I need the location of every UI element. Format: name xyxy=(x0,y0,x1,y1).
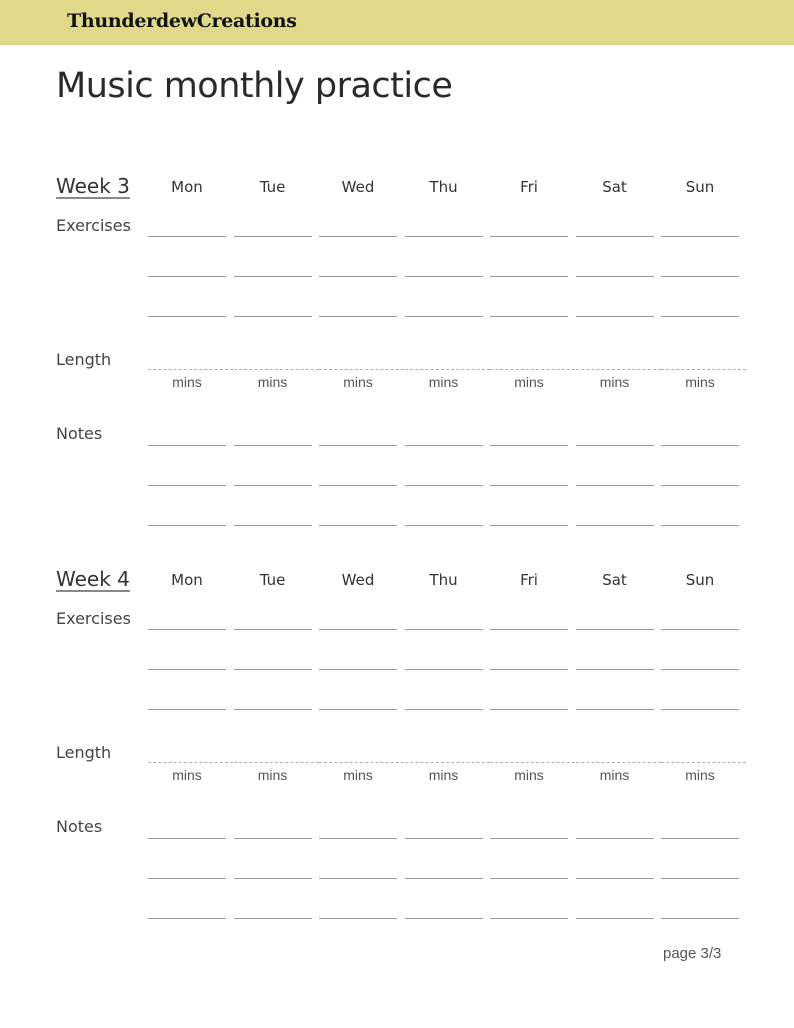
exercise-entry-line[interactable] xyxy=(148,236,226,237)
exercise-entry-line[interactable] xyxy=(405,236,483,237)
exercise-entry-line[interactable] xyxy=(490,276,568,277)
exercises-label: Exercises xyxy=(56,216,131,235)
length-entry-line[interactable] xyxy=(148,369,233,370)
exercise-entry-line[interactable] xyxy=(661,669,739,670)
mins-unit-label: mins xyxy=(514,374,544,390)
mins-unit-label: mins xyxy=(343,767,373,783)
notes-entry-line[interactable] xyxy=(148,525,226,526)
notes-entry-line[interactable] xyxy=(490,445,568,446)
notes-entry-line[interactable] xyxy=(234,918,312,919)
exercise-entry-line[interactable] xyxy=(319,236,397,237)
notes-entry-line[interactable] xyxy=(405,878,483,879)
notes-entry-line[interactable] xyxy=(490,918,568,919)
brand-banner xyxy=(0,0,794,45)
length-entry-line[interactable] xyxy=(661,369,746,370)
length-entry-line[interactable] xyxy=(576,369,661,370)
page-number: page 3/3 xyxy=(663,945,722,962)
exercise-entry-line[interactable] xyxy=(234,709,312,710)
length-label: Length xyxy=(56,743,112,762)
notes-entry-line[interactable] xyxy=(661,525,739,526)
notes-entry-line[interactable] xyxy=(405,838,483,839)
mins-unit-label: mins xyxy=(428,374,459,390)
notes-entry-line[interactable] xyxy=(319,445,397,446)
day-header-mon: Mon xyxy=(171,178,203,196)
notes-entry-line[interactable] xyxy=(490,878,568,879)
mins-unit-label: mins xyxy=(599,374,630,390)
notes-entry-line[interactable] xyxy=(234,445,312,446)
notes-entry-line[interactable] xyxy=(319,918,397,919)
notes-entry-line[interactable] xyxy=(234,485,312,486)
exercise-entry-line[interactable] xyxy=(661,276,739,277)
length-entry-line[interactable] xyxy=(405,369,490,370)
week-section xyxy=(0,174,794,566)
notes-entry-line[interactable] xyxy=(661,485,739,486)
notes-entry-line[interactable] xyxy=(576,525,654,526)
exercise-entry-line[interactable] xyxy=(661,236,739,237)
day-header-sat: Sat xyxy=(602,178,627,196)
day-header-fri: Fri xyxy=(520,178,538,196)
notes-entry-line[interactable] xyxy=(405,918,483,919)
exercise-entry-line[interactable] xyxy=(234,629,312,630)
length-entry-line[interactable] xyxy=(490,369,575,370)
notes-entry-line[interactable] xyxy=(148,878,226,879)
notes-entry-line[interactable] xyxy=(576,838,654,839)
exercises-label: Exercises xyxy=(56,609,131,628)
exercise-entry-line[interactable] xyxy=(405,669,483,670)
mins-unit-label: mins xyxy=(685,767,715,783)
exercise-entry-line[interactable] xyxy=(319,316,397,317)
mins-unit-label: mins xyxy=(257,374,288,390)
mins-unit-label: mins xyxy=(172,767,202,783)
notes-entry-line[interactable] xyxy=(661,838,739,839)
day-header-thu: Thu xyxy=(429,178,458,196)
exercise-entry-line[interactable] xyxy=(148,669,226,670)
notes-entry-line[interactable] xyxy=(490,525,568,526)
day-header-fri: Fri xyxy=(520,571,538,589)
exercise-entry-line[interactable] xyxy=(234,236,312,237)
exercise-entry-line[interactable] xyxy=(148,316,226,317)
mins-unit-label: mins xyxy=(428,767,459,783)
notes-entry-line[interactable] xyxy=(148,485,226,486)
mins-unit-label: mins xyxy=(514,767,544,783)
length-label: Length xyxy=(56,350,112,369)
notes-entry-line[interactable] xyxy=(405,445,483,446)
week-section xyxy=(0,567,794,959)
notes-entry-line[interactable] xyxy=(148,445,226,446)
exercise-entry-line[interactable] xyxy=(576,629,654,630)
length-entry-line[interactable] xyxy=(319,762,404,763)
day-header-sun: Sun xyxy=(685,571,715,589)
notes-entry-line[interactable] xyxy=(576,485,654,486)
exercise-entry-line[interactable] xyxy=(490,316,568,317)
page-title: Music monthly practice xyxy=(56,66,453,106)
notes-entry-line[interactable] xyxy=(234,838,312,839)
day-header-thu: Thu xyxy=(429,571,458,589)
day-header-sun: Sun xyxy=(685,178,715,196)
length-entry-line[interactable] xyxy=(319,369,404,370)
notes-entry-line[interactable] xyxy=(319,878,397,879)
exercise-entry-line[interactable] xyxy=(576,276,654,277)
exercise-entry-line[interactable] xyxy=(405,709,483,710)
length-entry-line[interactable] xyxy=(148,762,233,763)
notes-entry-line[interactable] xyxy=(576,445,654,446)
exercise-entry-line[interactable] xyxy=(319,709,397,710)
day-header-wed: Wed xyxy=(341,571,375,589)
notes-entry-line[interactable] xyxy=(234,525,312,526)
exercise-entry-line[interactable] xyxy=(576,316,654,317)
exercise-entry-line[interactable] xyxy=(234,316,312,317)
day-header-tue: Tue xyxy=(259,571,286,589)
day-header-mon: Mon xyxy=(171,571,203,589)
mins-unit-label: mins xyxy=(257,767,288,783)
notes-entry-line[interactable] xyxy=(661,918,739,919)
notes-entry-line[interactable] xyxy=(405,525,483,526)
exercise-entry-line[interactable] xyxy=(148,629,226,630)
notes-entry-line[interactable] xyxy=(319,525,397,526)
exercise-entry-line[interactable] xyxy=(490,629,568,630)
exercise-entry-line[interactable] xyxy=(319,669,397,670)
length-entry-line[interactable] xyxy=(234,369,319,370)
mins-unit-label: mins xyxy=(172,374,202,390)
notes-entry-line[interactable] xyxy=(576,878,654,879)
exercise-entry-line[interactable] xyxy=(405,629,483,630)
length-entry-line[interactable] xyxy=(490,762,575,763)
exercise-entry-line[interactable] xyxy=(148,709,226,710)
exercise-entry-line[interactable] xyxy=(490,669,568,670)
exercise-entry-line[interactable] xyxy=(661,316,739,317)
exercise-entry-line[interactable] xyxy=(490,709,568,710)
length-entry-line[interactable] xyxy=(234,762,319,763)
day-header-tue: Tue xyxy=(259,178,286,196)
notes-label: Notes xyxy=(56,424,103,443)
mins-unit-label: mins xyxy=(685,374,715,390)
notes-entry-line[interactable] xyxy=(148,918,226,919)
exercise-entry-line[interactable] xyxy=(576,669,654,670)
exercise-entry-line[interactable] xyxy=(234,276,312,277)
notes-entry-line[interactable] xyxy=(661,445,739,446)
notes-label: Notes xyxy=(56,817,103,836)
notes-entry-line[interactable] xyxy=(490,838,568,839)
notes-entry-line[interactable] xyxy=(490,485,568,486)
notes-entry-line[interactable] xyxy=(576,918,654,919)
exercise-entry-line[interactable] xyxy=(576,709,654,710)
notes-entry-line[interactable] xyxy=(661,878,739,879)
notes-entry-line[interactable] xyxy=(234,878,312,879)
mins-unit-label: mins xyxy=(599,767,630,783)
exercise-entry-line[interactable] xyxy=(661,629,739,630)
exercise-entry-line[interactable] xyxy=(576,236,654,237)
exercise-entry-line[interactable] xyxy=(319,276,397,277)
notes-entry-line[interactable] xyxy=(148,838,226,839)
exercise-entry-line[interactable] xyxy=(234,669,312,670)
week-label: Week 3 xyxy=(56,174,130,198)
week-label: Week 4 xyxy=(56,567,130,591)
exercise-entry-line[interactable] xyxy=(405,276,483,277)
brand-name: ThunderdewCreations xyxy=(67,10,297,32)
day-header-wed: Wed xyxy=(341,178,375,196)
exercise-entry-line[interactable] xyxy=(148,276,226,277)
length-entry-line[interactable] xyxy=(661,762,746,763)
exercise-entry-line[interactable] xyxy=(490,236,568,237)
length-entry-line[interactable] xyxy=(405,762,490,763)
notes-entry-line[interactable] xyxy=(319,485,397,486)
notes-entry-line[interactable] xyxy=(319,838,397,839)
day-header-sat: Sat xyxy=(602,571,627,589)
exercise-entry-line[interactable] xyxy=(405,316,483,317)
mins-unit-label: mins xyxy=(343,374,373,390)
length-entry-line[interactable] xyxy=(576,762,661,763)
exercise-entry-line[interactable] xyxy=(319,629,397,630)
notes-entry-line[interactable] xyxy=(405,485,483,486)
exercise-entry-line[interactable] xyxy=(661,709,739,710)
